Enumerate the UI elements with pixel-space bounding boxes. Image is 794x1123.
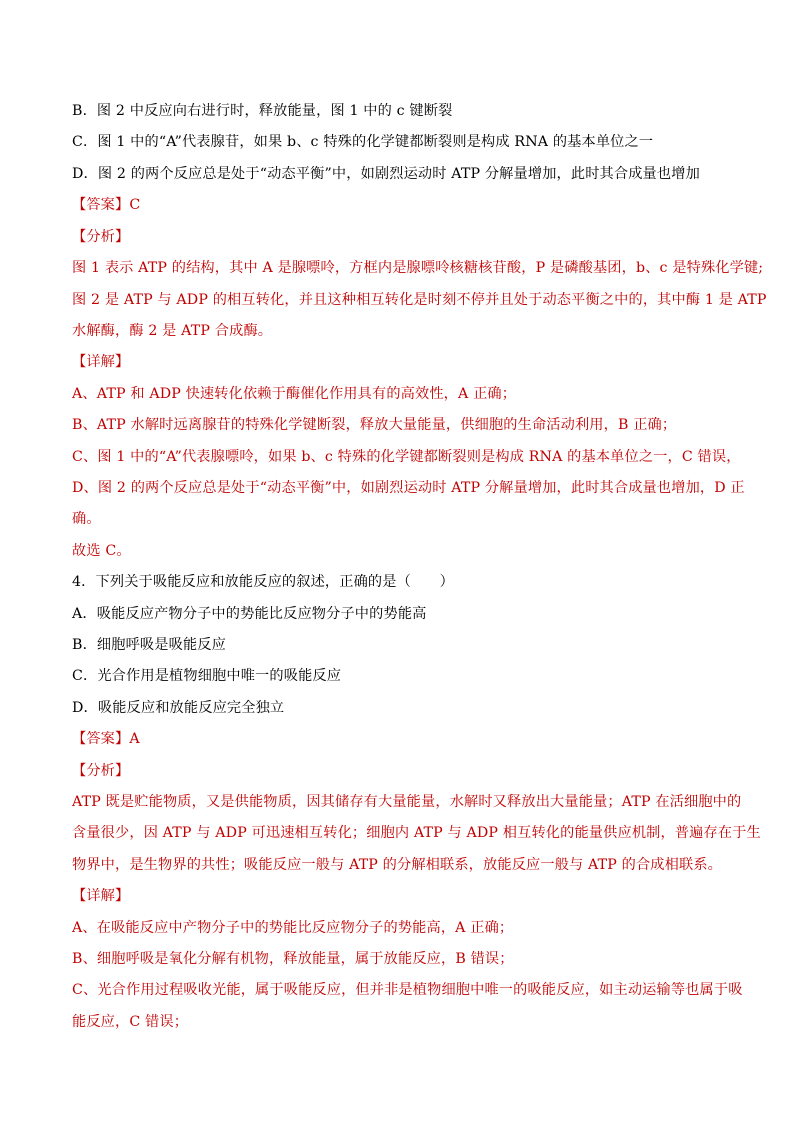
q4-answer-value: A	[129, 731, 140, 747]
q4-option-a: A．吸能反应产物分子中的势能比反应物分子中的势能高	[72, 606, 427, 622]
q4-option-b: B．细胞呼吸是吸能反应	[72, 637, 226, 653]
q4-analysis-tag: 【分析】	[72, 763, 130, 779]
q4-analysis-line-3: 物界中，是生物界的共性；吸能反应一般与 ATP 的分解相联系，放能反应一般与 ATP 的合成相联系。	[72, 857, 722, 873]
q4-analysis-line-1: ATP 既是贮能物质，又是供能物质，因其储存有大量能量，水解时又释放出大量能量；ATP 在活细胞中的	[72, 794, 742, 810]
q4-detail-line-3: C、光合作用过程吸收光能，属于吸能反应，但并非是植物细胞中唯一的吸能反应，如主动运输等也属于吸	[72, 982, 743, 998]
q4-stem: 4．下列关于吸能反应和放能反应的叙述，正确的是（ ）	[72, 574, 454, 590]
q3-analysis-line-3: 水解酶，酶 2 是 ATP 合成酶。	[72, 323, 273, 339]
q3-detail-line-5: 确。	[72, 511, 101, 527]
q4-answer-tag: 【答案】	[72, 731, 130, 747]
q3-option-c: C．图 1 中的“A”代表腺苷，如果 b、c 特殊的化学键都断裂则是构成 RNA 的基本单位之一	[72, 134, 654, 150]
q4-option-c: C．光合作用是植物细胞中唯一的吸能反应	[72, 668, 342, 684]
q4-option-d: D．吸能反应和放能反应完全独立	[72, 700, 285, 716]
q3-detail-line-2: B、ATP 水解时远离腺苷的特殊化学键断裂，释放大量能量，供细胞的生命活动利用，B 正确；	[72, 417, 677, 433]
q3-detail-line-6: 故选 C。	[72, 543, 131, 559]
q4-detail-line-2: B、细胞呼吸是氧化分解有机物，释放能量，属于放能反应，B 错误；	[72, 951, 514, 967]
q3-detail-line-3: C、图 1 中的“A”代表腺嘌呤，如果 b、c 特殊的化学键都断裂则是构成 RNA 的基本单位之一，C 错误，	[72, 449, 741, 465]
q3-analysis-line-1: 图 1 表示 ATP 的结构，其中 A 是腺嘌呤，方框内是腺嘌呤核糖核苷酸，P 是磷酸基团，b、c 是特殊化学键;	[72, 260, 764, 276]
q3-answer-tag: 【答案】	[72, 197, 130, 213]
q3-analysis-tag: 【分析】	[72, 229, 130, 245]
q3-answer-value: C	[129, 197, 141, 213]
q3-option-d: D．图 2 的两个反应总是处于“动态平衡”中，如剧烈运动时 ATP 分解量增加，此时其合成量也增加	[72, 166, 700, 182]
q4-detail-line-1: A、在吸能反应中产物分子中的势能比反应物分子的势能高，A 正确；	[72, 920, 514, 936]
q3-option-b: B．图 2 中反应向右进行时，释放能量，图 1 中的 c 键断裂	[72, 103, 453, 119]
q4-detail-tag: 【详解】	[72, 888, 130, 904]
q4-detail-line-4: 能反应，C 错误；	[72, 1014, 189, 1030]
q4-answer-line	[72, 729, 732, 749]
q3-detail-tag: 【详解】	[72, 354, 130, 370]
q3-answer-line	[72, 195, 732, 215]
q4-analysis-line-2: 含量很少，因 ATP 与 ADP 可迅速相互转化；细胞内 ATP 与 ADP 相互转化的能量供应机制，普遍存在于生	[72, 825, 761, 841]
q3-detail-line-1: A、ATP 和 ADP 快速转化依赖于酶催化作用具有的高效性，A 正确；	[72, 386, 517, 402]
q3-analysis-line-2: 图 2 是 ATP 与 ADP 的相互转化，并且这种相互转化是时刻不停并且处于动态平衡之中的，其中酶 1 是 ATP	[72, 292, 767, 308]
q3-detail-line-4: D、图 2 的两个反应总是处于“动态平衡”中，如剧烈运动时 ATP 分解量增加，此时其合成量也增加，D 正	[72, 480, 745, 496]
